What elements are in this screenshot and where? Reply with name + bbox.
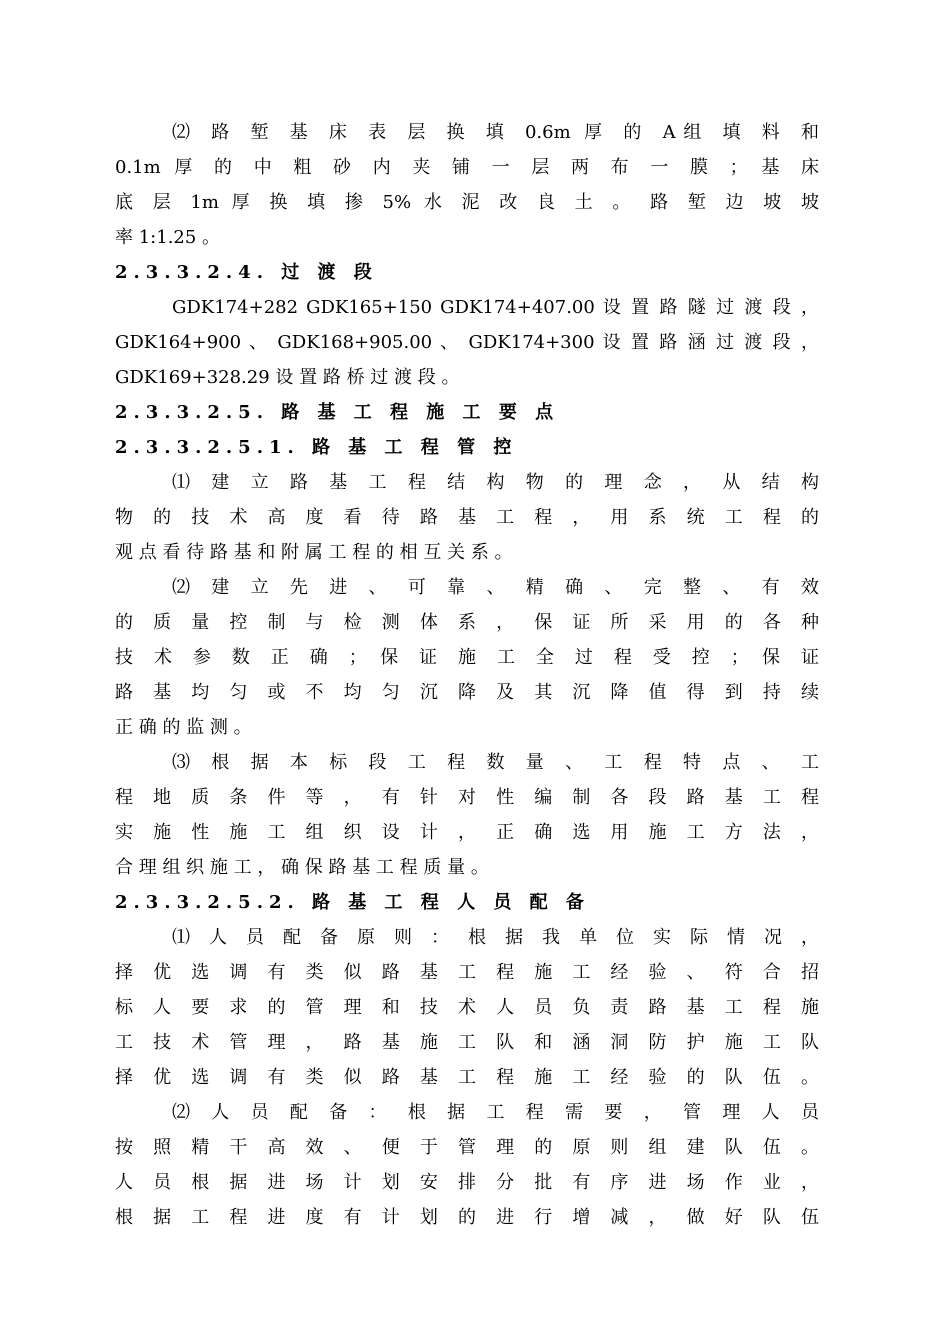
paragraph-line: 合 理 组 织 施 工 ， 确 保 路 基 工 程 质 量 。 <box>115 857 489 878</box>
paragraph-line: 按 照 精 干 高 效 、 便 于 管 理 的 原 则 组 建 队 伍 。 <box>115 1137 819 1158</box>
paragraph-line: GDK164+900 、 GDK168+905.00 、 GDK174+300 设 置 路 涵 过 渡 段 ， <box>115 332 819 353</box>
paragraph-line: ⑴ 人 员 配 备 原 则 ： 根 据 我 单 位 实 际 情 况 ， <box>172 927 819 948</box>
paragraph-line: 正 确 的 监 测 。 <box>115 717 252 738</box>
paragraph-line: 工 技 术 管 理 ， 路 基 施 工 队 和 涵 洞 防 护 施 工 队 <box>115 1032 819 1053</box>
paragraph-line: ⑵ 建 立 先 进 、 可 靠 、 精 确 、 完 整 、 有 效 <box>172 577 819 598</box>
paragraph-line: 观 点 看 待 路 基 和 附 属 工 程 的 相 互 关 系 。 <box>115 542 513 563</box>
paragraph-line: 人 员 根 据 进 场 计 划 安 排 分 批 有 序 进 场 作 业 ， <box>115 1172 819 1193</box>
paragraph-line: 率 1:1.25 。 <box>115 227 221 248</box>
paragraph-line: 0.1m 厚 的 中 粗 砂 内 夹 铺 一 层 两 布 一 膜 ； 基 床 <box>115 157 819 178</box>
section-heading: 2.3.3.2.5.2. 路 基 工 程 人 员 配 备 <box>115 892 590 913</box>
paragraph-line: 底 层 1m 厚 换 填 掺 5% 水 泥 改 良 土 。 路 堑 边 坡 坡 <box>115 192 819 213</box>
paragraph-line: 标 人 要 求 的 管 理 和 技 术 人 员 负 责 路 基 工 程 施 <box>115 997 819 1018</box>
paragraph-line: ⑴ 建 立 路 基 工 程 结 构 物 的 理 念 ， 从 结 构 <box>172 472 819 493</box>
section-heading: 2.3.3.2.5. 路 基 工 程 施 工 要 点 <box>115 402 560 423</box>
paragraph-line: GDK174+282 GDK165+150 GDK174+407.00 设 置 路 隧 过 渡 段 ， <box>172 297 820 318</box>
paragraph-line: 技 术 参 数 正 确 ； 保 证 施 工 全 过 程 受 控 ； 保 证 <box>115 647 819 668</box>
paragraph-line: ⑶ 根 据 本 标 段 工 程 数 量 、 工 程 特 点 、 工 <box>172 752 819 773</box>
paragraph-line: 根 据 工 程 进 度 有 计 划 的 进 行 增 减 ， 做 好 队 伍 <box>115 1207 819 1228</box>
paragraph-line: 的 质 量 控 制 与 检 测 体 系 ， 保 证 所 采 用 的 各 种 <box>115 612 819 633</box>
paragraph-line: 实 施 性 施 工 组 织 设 计 ， 正 确 选 用 施 工 方 法 ， <box>115 822 819 843</box>
paragraph-line: 路 基 均 匀 或 不 均 匀 沉 降 及 其 沉 降 值 得 到 持 续 <box>115 682 819 703</box>
section-heading: 2.3.3.2.4. 过 渡 段 <box>115 262 378 283</box>
paragraph-line: GDK169+328.29 设 置 路 桥 过 渡 段 。 <box>115 367 460 388</box>
paragraph-line: ⑵ 路 堑 基 床 表 层 换 填 0.6m 厚 的 A组 填 料 和 <box>172 122 819 143</box>
paragraph-line: 择 优 选 调 有 类 似 路 基 工 程 施 工 经 验 、 符 合 招 <box>115 962 819 983</box>
paragraph-line: 择 优 选 调 有 类 似 路 基 工 程 施 工 经 验 的 队 伍 。 <box>115 1067 819 1088</box>
section-heading: 2.3.3.2.5.1. 路 基 工 程 管 控 <box>115 437 518 458</box>
paragraph-line: 程 地 质 条 件 等 ， 有 针 对 性 编 制 各 段 路 基 工 程 <box>115 787 819 808</box>
paragraph-line: 物 的 技 术 高 度 看 待 路 基 工 程 ， 用 系 统 工 程 的 <box>115 507 819 528</box>
paragraph-line: ⑵ 人 员 配 备 ： 根 据 工 程 需 要 ， 管 理 人 员 <box>172 1102 819 1123</box>
